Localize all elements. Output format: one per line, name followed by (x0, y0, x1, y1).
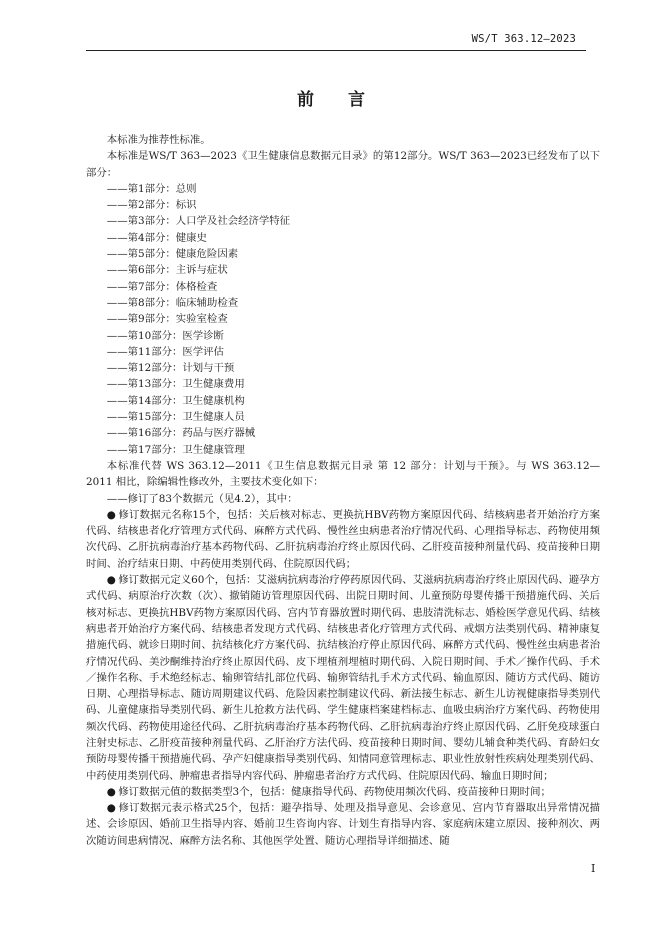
list-item: ——第1部分：总则 (106, 182, 197, 195)
list-item: ——第2部分：标识 (106, 199, 197, 212)
list-item: ——第15部分：卫生健康人员 (106, 411, 245, 424)
list-item: ——第4部分：健康史 (106, 231, 207, 244)
list-item: ——第16部分：药品与医疗器械 (106, 427, 256, 440)
list-item: ——第12部分：计划与干预 (106, 362, 235, 375)
page-title: 前言 (297, 90, 399, 110)
bullet-text: 修订数据元表示格式25个，包括：避孕指导、处理及指导意见、会诊意见、宫内节育器取出异常情况描述、会诊原因、婚前卫生指导内容、婚前卫生咨询内容、计划生育指导内容、家庭病床建立原因、接种剂次、两次随访间患病情况、麻醉方法名称、其他医学处置、随访心理指导详细描述、随 (86, 802, 600, 847)
bullet-icon: ● (106, 574, 116, 587)
bullet-item (86, 507, 600, 572)
bullet-item (86, 572, 600, 784)
bullet-text: 修订数据元值的数据类型3个，包括：健康指导代码、药物使用频次代码、疫苗接种日期时间； (118, 785, 551, 798)
list-item: ——第10部分：医学诊断 (106, 329, 224, 342)
list-item: ——第13部分：卫生健康费用 (106, 378, 245, 391)
list-item: ——第6部分：主诉与症状 (106, 264, 228, 277)
list-item: ——第3部分：人口学及社会经济学特征 (106, 215, 291, 228)
list-item: ——第8部分：临床辅助检查 (106, 296, 239, 309)
intro-paragraph-2: 本标准是WS/T 363—2023《卫生健康信息数据元目录》的第12部分。WS/T 363—2023已经发布了以下部分： (86, 150, 600, 179)
list-item: ——第9部分：实验室检查 (106, 313, 228, 326)
bullet-text: 修订数据元名称15个，包括：关后核对标志、更换抗HBV药物方案原因代码、结核病患者开始治疗方案代码、结核患者化疗管理方式代码、麻醉方式代码、慢性丝虫病患者治疗情况代码、心理指导标志、药物使用频次代码、乙肝抗病毒治疗基本药物代码、乙肝抗病毒治疗终止原因代码、乙肝疫苗接种剂量代码、疫苗接种日期时间、治疗结束日期、中药使用类别代码、住院原因代码； (86, 508, 600, 570)
bullet-item (86, 800, 600, 849)
bullet-icon: ● (106, 508, 116, 521)
list-item: ——第5部分：健康危险因素 (106, 248, 239, 261)
document-body (86, 132, 600, 849)
bullet-icon: ● (106, 785, 116, 798)
page-number: I (591, 862, 596, 875)
revision-summary: ——修订了83个数据元（见4.2），其中： (106, 492, 298, 505)
list-item: ——第11部分：医学评估 (106, 345, 224, 358)
intro-paragraph-1: 本标准为推荐性标准。 (106, 134, 211, 146)
list-item: ——第14部分：卫生健康机构 (106, 394, 245, 407)
list-item: ——第17部分：卫生健康管理 (106, 443, 245, 456)
list-item: ——第7部分：体格检查 (106, 280, 218, 293)
header-divider (86, 50, 586, 51)
standard-code-header: WS/T 363.12—2023 (471, 33, 576, 45)
bullet-item (86, 784, 600, 800)
bullet-icon: ● (106, 802, 116, 815)
parts-list (86, 181, 600, 458)
replacement-paragraph: 本标准代替 WS 363.12—2011《卫生信息数据元目录 第 12 部分：计划与干预》。与 WS 363.12—2011 相比，除编辑性修改外，主要技术变化如下： (86, 459, 600, 489)
bullet-text: 修订数据元定义60个，包括：艾滋病抗病毒治疗停药原因代码、艾滋病抗病毒治疗终止原因代码、避孕方式代码、病原治疗次数（次）、撤销随访管理原因代码、出院日期时间、儿童预防母婴传播干预措施代码、关后核对标志、更换抗HBV药物方案原因代码、宫内节育器放置时期代码、患肢清洗标志、婚检医学意见代码、结核病患者开始治疗方案代码、结核患者发现方式代码、结核患者化疗管理方式代码、戒烟方法类别代码、精神康复措施代码、就诊日期时间、抗结核化疗方案代码、抗结核治疗停止原因代码、麻醉方式代码、慢性丝虫病患者治疗情况代码、美沙酮维持治疗终止原因代码、皮下埋植剂埋植时期代码、入院日期时间、手术／操作代码、手术／操作名称、手术绝经标志、输卵管结扎部位代码、输卵管结扎手术方式代码、输血原因、随访方式代码、随访日期、心理指导标志、随访周期建议代码、危险因素控制建议代码、新法接生标志、新生儿访视健康指导类别代码、儿童健康指导类别代码、新生儿抢救方法代码、学生健康档案建档标志、血吸虫病治疗方案代码、药物使用频次代码、药物使用途径代码、乙肝抗病毒治疗基本药物代码、乙肝抗病毒治疗终止原因代码、乙肝免疫球蛋白注射史标志、乙肝疫苗接种剂量代码、乙肝治疗方法代码、疫苗接种日期时间、婴幼儿辅食种类代码、育龄妇女预防母婴传播干预措施代码、孕产妇健康指导类别代码、知情同意管理标志、职业性放射性疾病处理类别代码、中药使用类别代码、肿瘤患者指导内容代码、肿瘤患者治疗方式代码、住院原因代码、输血日期时间； (86, 574, 600, 782)
